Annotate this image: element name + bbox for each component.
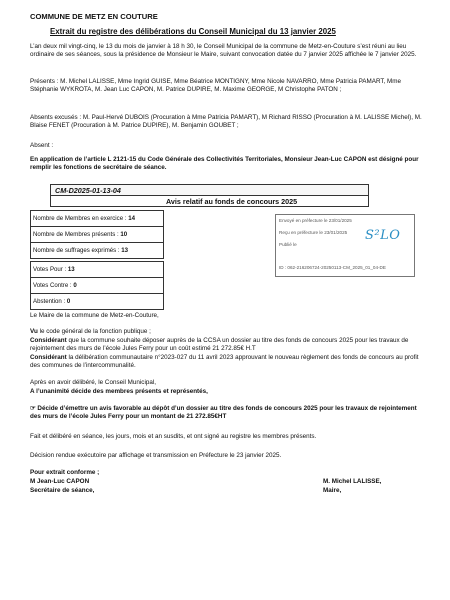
stamp-signature: S²LO	[365, 228, 401, 243]
stamp-received-line: Reçu en préfecture le 23/01/2025	[279, 230, 348, 235]
mayor-role: Maire,	[323, 487, 342, 494]
deliberation-reference-box	[50, 184, 369, 207]
stamp-id-line: ID : 062-216206724-20250113-CM_2025_01_04-DE	[279, 265, 386, 270]
secretary-paragraph: En application de l’article L 2121-15 du Code Générale des Collectivités Territoriales, Monsieur Jean-Luc CAPON est désigné pour remplir les fonctions de secrétaire de séance.	[30, 156, 419, 172]
stamp-published-line: Publié le	[279, 242, 297, 247]
vote-cell: Nombre de Membres en exercice : 14	[31, 211, 164, 227]
table-row	[31, 294, 164, 310]
excuses-paragraph: Absents excusés : M. Paul-Hervé DUBOIS (Procuration à Mme Patricia PAMART), M Richard RISSO (Procuration à M. LALISSE Michel), M. Blaise FENET (Procuration à M. Patrice DUPIRE), M. Benjamin GOUBET ;	[30, 114, 422, 130]
presents-paragraph: Présents : M. Michel LALISSE, Mme Ingrid GUISE, Mme Béatrice MONTIGNY, Mme Nicole NAVARRO, Mme Patricia PAMART, Mme Stéphanie WYKROTA, M. Jean Luc CAPON, M. Patrice DUPIRE, M. Maxime GEORGE, M Christophe PATON ;	[30, 78, 402, 94]
table-row	[31, 278, 164, 294]
intro-paragraph: L’an deux mil vingt-cinq, le 13 du mois de janvier à 18 h 30, le Conseil Municipal de la commune de Metz-en-Couture s’est réuni au lieu ordinaire de ses séances, sous la présidence de Monsieur le Maire, suivant convocation datée du 7 janvier 2025 affichée le 7 janvier 2025.	[30, 43, 417, 59]
absent-line: Absent :	[30, 142, 54, 149]
vu-paragraph: Vu le code général de la fonction publique ;	[30, 328, 151, 335]
secretary-role: Secrétaire de séance,	[30, 487, 95, 494]
table-row	[31, 211, 164, 227]
stamp-sent-line: Envoyé en préfecture le 23/01/2025	[279, 218, 352, 223]
vote-cell: Abstention : 0	[31, 294, 164, 310]
deliberation-reference: CM-D2025-01-13-04	[55, 186, 121, 195]
prefecture-stamp	[275, 214, 415, 277]
vote-table	[30, 210, 164, 310]
apres-line: Après en avoir délibéré, le Conseil Municipal,	[30, 379, 157, 386]
document-title: Extrait du registre des délibérations du Conseil Municipal du 13 janvier 2025	[50, 27, 336, 36]
vote-cell: Votes Contre : 0	[31, 278, 164, 294]
considerant1-paragraph: Considérant que la commune souhaite déposer auprès de la CCSA un dossier au titre des fonds de concours 2025 pour les travaux de rejointement des murs de l’école Jules Ferry pour un coût estimé 21 272.85€ H.T	[30, 337, 409, 353]
vote-cell: Nombre de suffrages exprimés : 13	[31, 243, 164, 259]
considerant2-paragraph: Considérant la délibération communautaire n°2023-027 du 11 avril 2023 approuvant le nouveau règlement des fonds de concours au profit des communes de l’intercommunalité.	[30, 354, 419, 370]
execution-line: Décision rendue exécutoire par affichage et transmission en Préfecture le 23 janvier 2025.	[30, 452, 282, 459]
secretary-name: M Jean-Luc CAPON	[30, 478, 90, 485]
decide-paragraph: ☞ Décide d’émettre un avis favorable au dépôt d’un dossier au titre des fonds de concours 2025 pour les travaux de rejointement des murs de l’école Jules Ferry pour un montant de 21 272.85€HT	[30, 405, 417, 421]
mayor-name: M. Michel LALISSE,	[323, 478, 382, 485]
fait-line: Fait et délibéré en séance, les jours, mois et an susdits, et ont signé au registre les membres présents.	[30, 433, 317, 440]
table-row	[31, 243, 164, 259]
commune-name: COMMUNE DE METZ EN COUTURE	[30, 12, 158, 21]
maire-line: Le Maire de la commune de Metz-en-Couture,	[30, 312, 159, 319]
unanimite-line: A l’unanimité décide des membres présents et représentés,	[30, 388, 208, 395]
table-row	[31, 227, 164, 243]
table-row	[31, 262, 164, 278]
deliberation-subject: Avis relatif au fonds de concours 2025	[166, 197, 298, 206]
vote-cell: Votes Pour : 13	[31, 262, 164, 278]
vote-cell: Nombre de Membres présents : 10	[31, 227, 164, 243]
extrait-conforme: Pour extrait conforme ;	[30, 469, 100, 476]
